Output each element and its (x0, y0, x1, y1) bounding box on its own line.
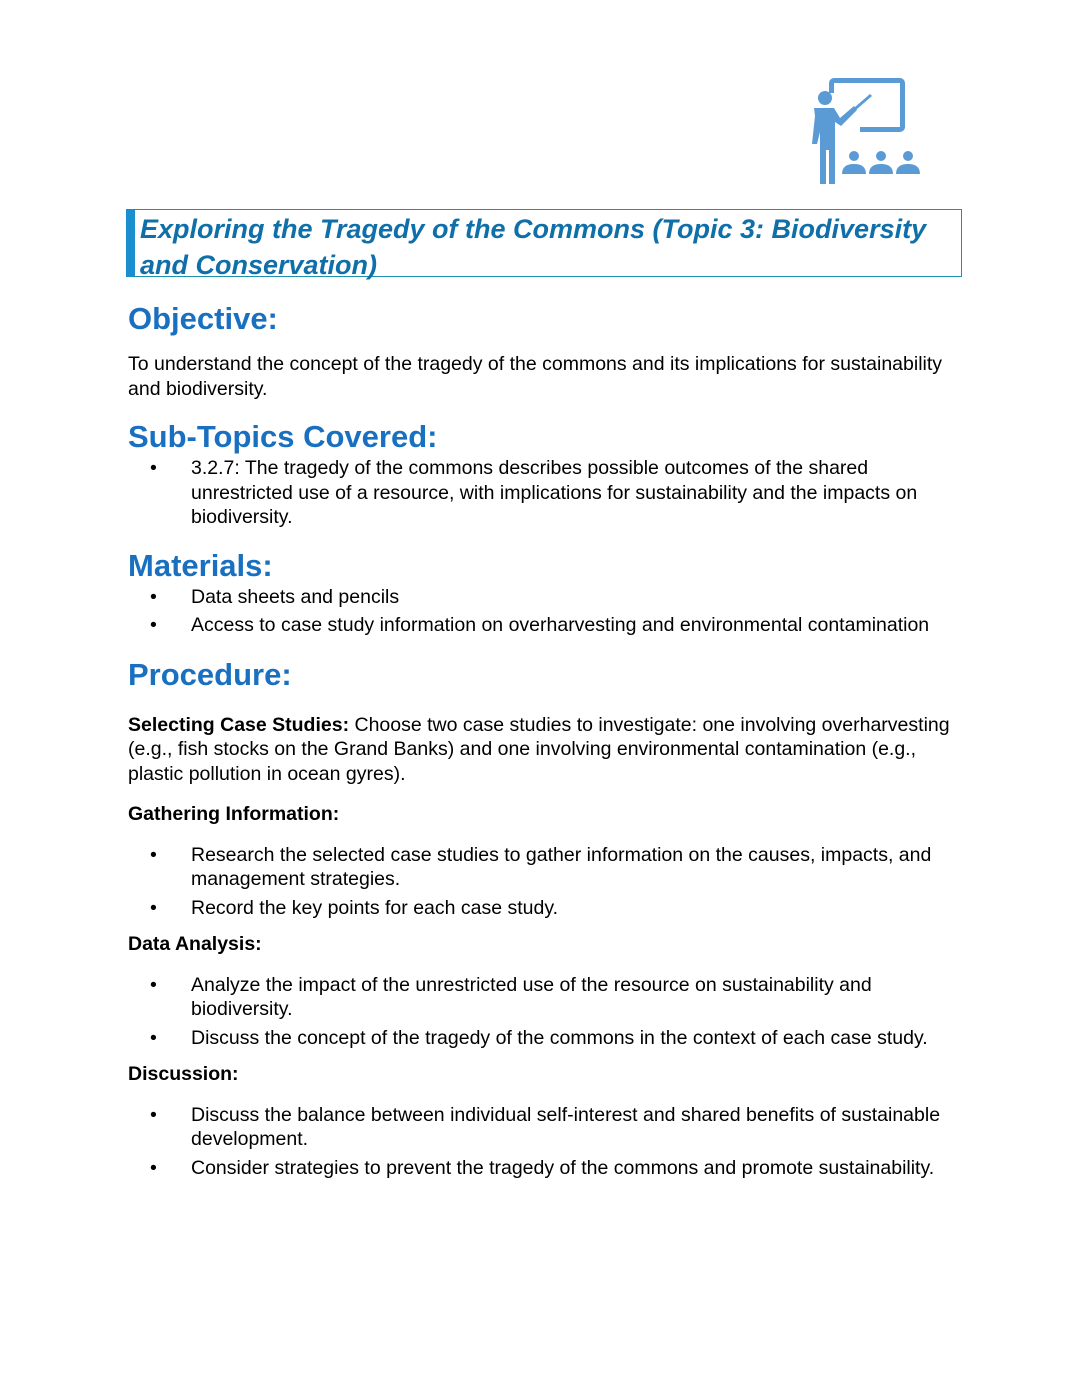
materials-section (128, 547, 958, 638)
teacher-presentation-icon (800, 72, 924, 184)
list-item (128, 1103, 958, 1152)
selecting-case-studies-paragraph (128, 713, 958, 787)
list-item-text: Access to case study information on overharvesting and environmental contamination (191, 614, 930, 636)
list-item-text: Discuss the balance between individual self-interest and shared benefits of sustainable development. (191, 1103, 941, 1150)
list-item (128, 585, 958, 610)
analysis-list (128, 973, 958, 1051)
objective-heading: Objective: (128, 301, 278, 336)
list-item-text: Consider strategies to prevent the tragedy of the commons and promote sustainability. (191, 1156, 935, 1179)
gathering-list (128, 843, 958, 921)
objective-section (128, 296, 958, 401)
list-item-text: Data sheets and pencils (191, 585, 400, 608)
materials-heading: Materials: (128, 547, 273, 583)
document-body (128, 296, 958, 1184)
subtopics-section (128, 418, 958, 530)
selecting-label: Selecting Case Studies: (128, 713, 350, 736)
list-item-text: Record the key points for each case study. (191, 896, 559, 919)
subtopics-list (128, 456, 958, 530)
list-item (128, 456, 958, 530)
list-item-text: Discuss the concept of the tragedy of the commons in the context of each case study. (191, 1026, 928, 1049)
objective-text: To understand the concept of the tragedy of the commons and its implications for sustainability and biodiversity. (128, 353, 943, 400)
bullet: • (150, 614, 157, 636)
list-item (128, 973, 958, 1022)
analysis-label: Data Analysis: (128, 933, 262, 955)
procedure-heading: Procedure: (128, 656, 292, 692)
procedure-section (128, 652, 958, 1181)
list-item (128, 843, 958, 892)
subtopics-heading: Sub-Topics Covered: (128, 419, 438, 454)
title-box (126, 209, 962, 280)
bullet: • (150, 1156, 157, 1179)
list-item (128, 896, 958, 921)
bullet: • (150, 585, 157, 608)
gathering-label: Gathering Information: (128, 803, 340, 825)
list-item (128, 1156, 958, 1181)
bullet: • (150, 1103, 157, 1126)
bullet: • (150, 843, 157, 866)
list-item (128, 613, 958, 638)
bullet: • (150, 896, 157, 919)
list-item-text: Analyze the impact of the unrestricted use of the resource on sustainability and biodiversity. (191, 973, 872, 1020)
discussion-list (128, 1103, 958, 1181)
page-title: Exploring the Tragedy of the Commons (Topic 3: Biodiversity and Conservation) (140, 214, 927, 280)
list-item-text: 3.2.7: The tragedy of the commons describes possible outcomes of the shared unrestricted use of a resource, with implications for sustainability and the impacts on biodiversity. (191, 457, 918, 528)
bullet: • (150, 1026, 157, 1049)
list-item-text: Research the selected case studies to gather information on the causes, impacts, and management strategies. (191, 843, 932, 890)
discussion-label: Discussion: (128, 1063, 239, 1085)
bullet: • (150, 457, 157, 479)
list-item (128, 1026, 958, 1051)
bullet: • (150, 973, 157, 996)
selecting-text: Choose two case studies to investigate: one involving overharvesting (e.g., fish stocks on the Grand Banks) and one involving environmental contamination (e.g., plastic pollution in ocean gyres). (128, 713, 950, 785)
materials-list (128, 585, 958, 638)
